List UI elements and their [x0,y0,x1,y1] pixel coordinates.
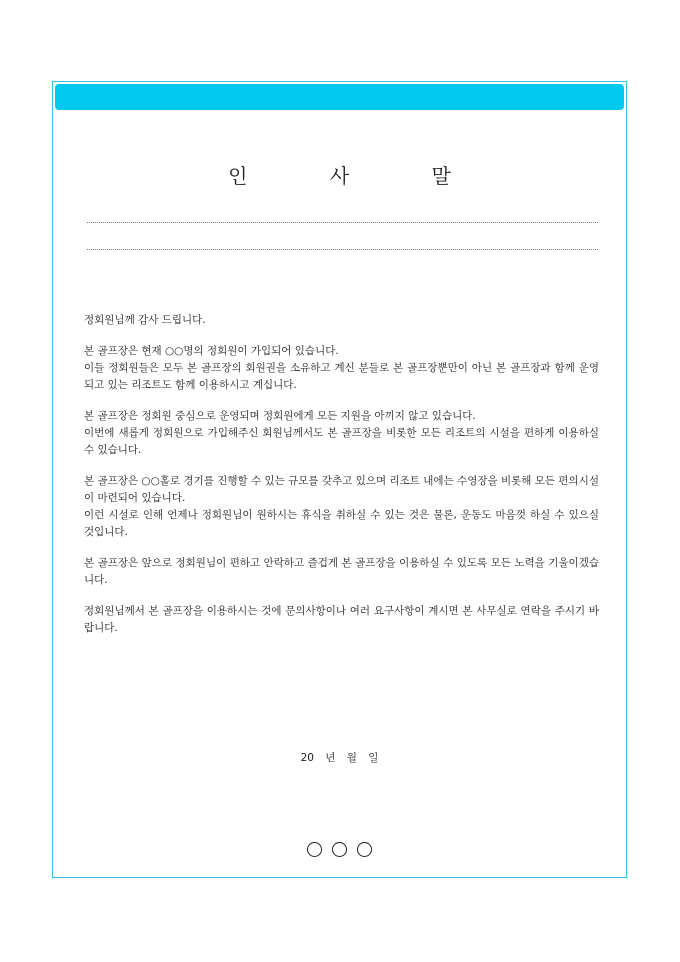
signature-placeholder [53,842,626,857]
signature-circle [357,842,372,857]
paragraph-contact: 정회원님께서 본 골프장을 이용하시는 것에 문의사항이나 여러 요구사항이 계시면 본 사무실로 연락을 주시기 바랍니다. [84,605,599,634]
document-title: 인 사 말 [228,164,489,188]
dotted-divider [87,249,598,250]
date-line: 20 년 월 일 [300,752,379,764]
paragraph-commitment: 본 골프장은 앞으로 정회원님이 편하고 안락하고 즐겁게 본 골프장을 이용하실 수 있도록 모든 노력을 기울이겠습니다. [84,557,599,586]
body-text [84,312,599,651]
header-bar [55,84,624,110]
signature-circle [307,842,322,857]
paragraph-support: 본 골프장은 정회원 중심으로 운영되며 정회원에게 모든 지원을 아끼지 않고 있습니다. 이번에 새롭게 정회원으로 가입해주신 회원님께서도 본 골프장을 비롯한 모든 리조트의 시설을 편하게 이용하실 수 있습니다. [84,410,599,456]
paragraph-facilities: 본 골프장은 ○○홀로 경기를 진행할 수 있는 규모를 갖추고 있으며 리조트 내에는 수영장을 비롯해 모든 편의시설이 마련되어 있습니다. 이런 시설로 인해 언제나 정회원님이 원하시는 휴식을 취하실 수 있는 것은 물론, 운동도 마음껏 하실 수 있으실 것입니다. [84,475,599,538]
signature-circle [332,842,347,857]
paragraph-membership: 본 골프장은 현재 ○○명의 정회원이 가입되어 있습니다. 이들 정회원들은 모두 본 골프장의 회원권을 소유하고 계신 분들로 본 골프장뿐만이 아닌 본 골프장과 함께 운영되고 있는 리조트도 함께 이용하시고 계십니다. [84,345,599,391]
dotted-divider [87,222,598,223]
document-frame [52,81,627,878]
paragraph-greeting: 정회원님께 감사 드립니다. [84,314,206,326]
